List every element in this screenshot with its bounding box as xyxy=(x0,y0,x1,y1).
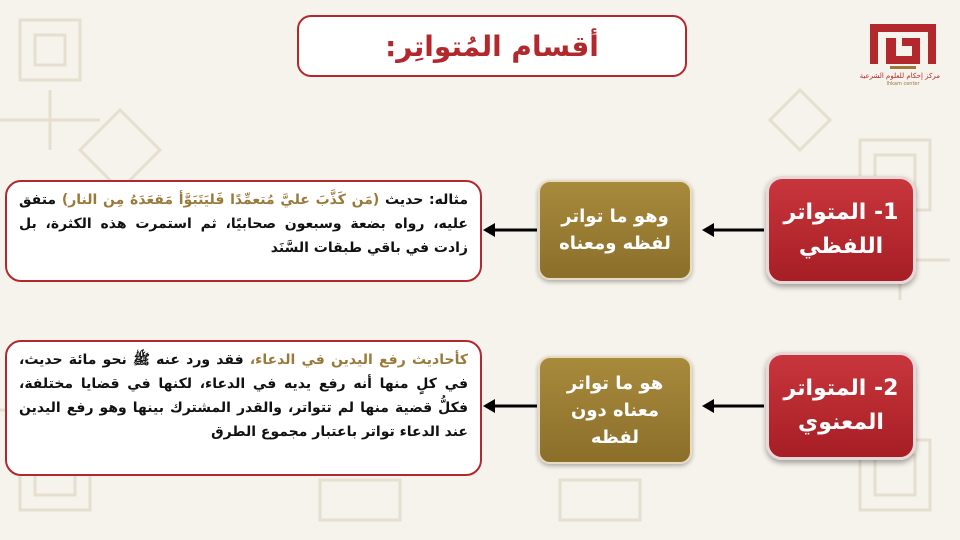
definition-manawi-label: هو ما تواتر معناه دون لفظه xyxy=(566,372,664,448)
category-lafzi-label: 1- المتواتر اللفظي xyxy=(783,200,899,259)
example-lafzi-prefix: مثاله: حديث xyxy=(379,192,469,208)
example-manawi-text: فقد ورد عنه ﷺ نحو مائة حديث، في كلٍ منها أنه رفع يديه في الدعاء، لكنها في قضايا مختلفة، فكلُّ قضية منها لم تتواتر، والقدر المشترك بينها وهو رفع اليدين عند الدعاء تواتر باعتبار مجموع الطرق xyxy=(19,352,468,440)
page-title: أقسام المُتواتِر: xyxy=(385,29,599,63)
title-box xyxy=(297,15,687,77)
example-manawi-quote: كأحاديث رفع اليدين في الدعاء، xyxy=(249,352,468,368)
example-lafzi-text: متفق عليه، رواه بضعة وسبعون صحابيًا، ثم استمرت هذه الكثرة، بل زادت في باقي طبقات السَّنَد xyxy=(19,192,468,256)
example-lafzi xyxy=(5,180,482,282)
logo-tagline: Ihkam center xyxy=(886,81,920,87)
example-lafzi-quote: (مَن كَذَّبَ عليَّ مُتعمِّدًا فَليَتَبَوَّأ مَقعَدَهُ مِن النار) xyxy=(61,192,380,208)
arrow-left-icon xyxy=(483,398,539,414)
ihkam-logo-mark xyxy=(868,22,938,72)
arrow-left-icon xyxy=(702,398,766,414)
logo-name: مركز إحكام للعلوم الشرعية xyxy=(859,72,940,80)
category-manawi xyxy=(766,352,916,460)
logo xyxy=(859,22,940,92)
category-manawi-label: 2- المتواتر المعنوي xyxy=(783,376,899,435)
definition-lafzi xyxy=(538,180,692,280)
arrow-left-icon xyxy=(702,222,766,238)
arrow-left-icon xyxy=(483,222,539,238)
definition-lafzi-label: وهو ما تواتر لفظه ومعناه xyxy=(559,206,671,254)
definition-manawi xyxy=(538,356,692,464)
category-lafzi xyxy=(766,176,916,284)
example-manawi xyxy=(5,340,482,476)
